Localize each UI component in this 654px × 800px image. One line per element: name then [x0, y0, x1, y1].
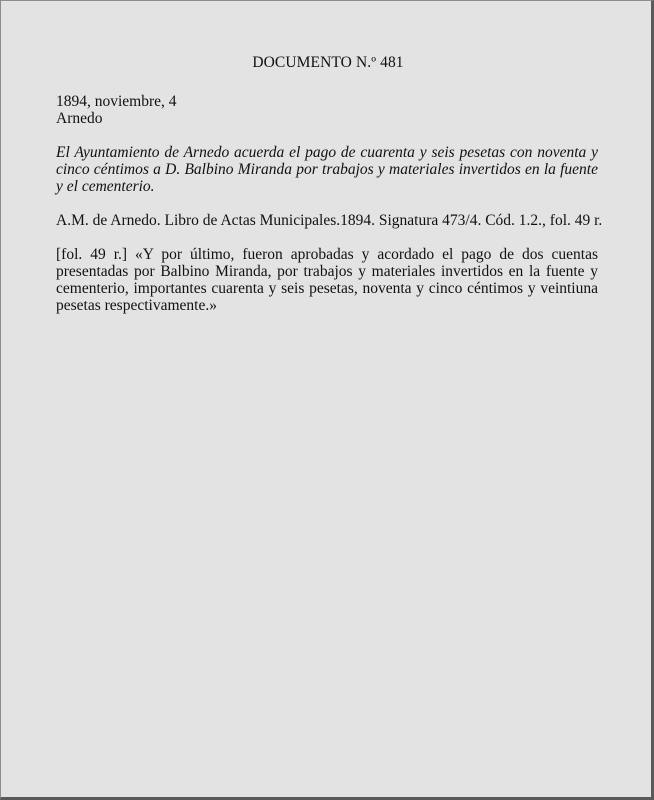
document-summary: El Ayuntamiento de Arnedo acuerda el pago de cuarenta y seis pesetas con noventa y cinco céntimos a D. Balbino Miranda por trabajos y materiales invertidos en la fuente y el cementerio. [56, 144, 598, 195]
date-place-block [56, 93, 598, 127]
document-title: DOCUMENTO N.º 481 [252, 54, 404, 71]
document-date: 1894, noviembre, 4 [56, 93, 177, 110]
archive-source: A.M. de Arnedo. Libro de Actas Municipales.1894. Signatura 473/4. Cód. 1.2., fol. 49 r. [56, 212, 603, 229]
document-place: Arnedo [56, 110, 103, 127]
document-transcription: [fol. 49 r.] «Y por último, fueron aprobadas y acordado el pago de dos cuentas presentadas por Balbino Miranda, por trabajos y materiales invertidos en la fuente y cementerio, importantes cuarenta y seis pesetas, noventa y cinco céntimos y veintiuna pesetas respectivamente.» [56, 246, 598, 314]
document-body [56, 93, 603, 314]
